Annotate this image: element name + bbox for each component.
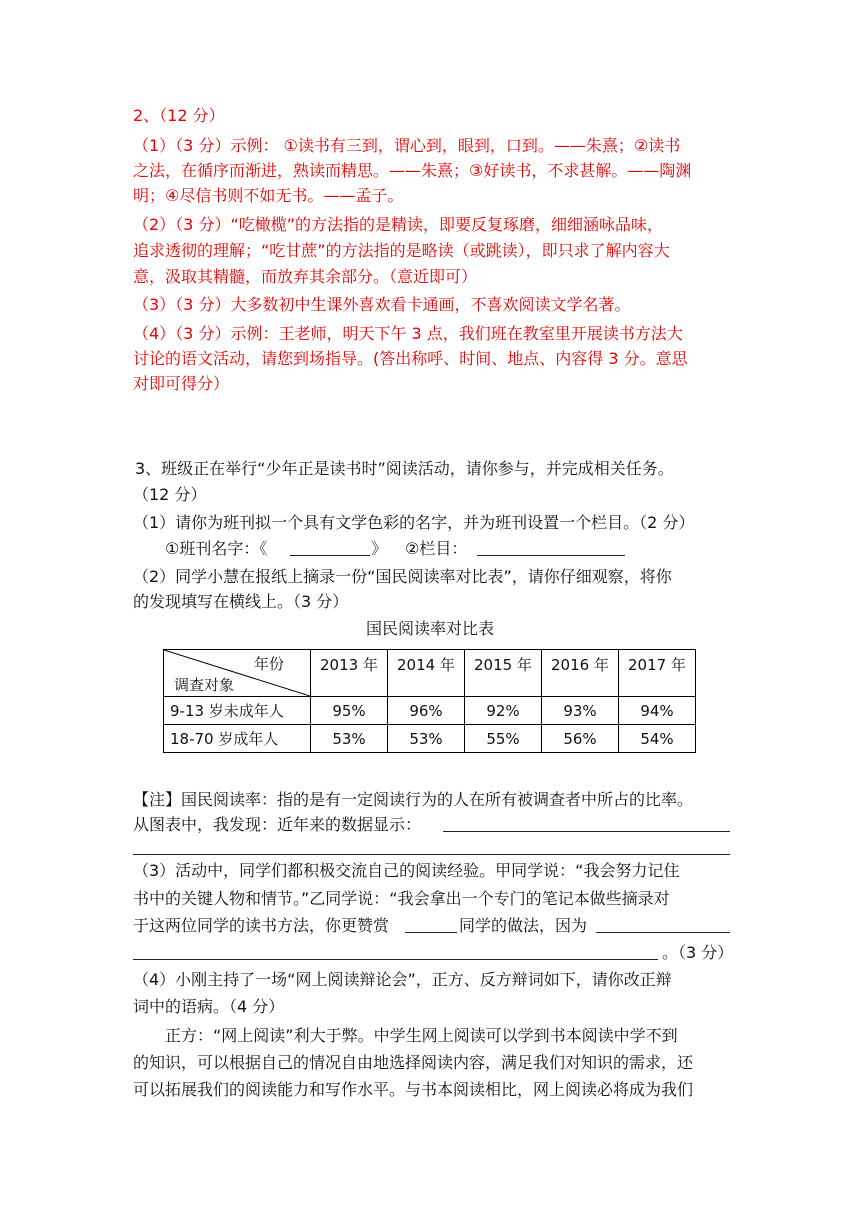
table-cell: 95% (311, 697, 388, 725)
reading-rate-table (163, 649, 696, 753)
question-3-3-line-1: （3）活动中，同学们都积极交流自己的阅读经验。甲同学说：“我会努力记住 (133, 861, 680, 880)
table-cell: 55% (465, 725, 542, 753)
column-label: ②栏目： (405, 539, 468, 558)
preferred-student-blank[interactable] (405, 932, 457, 933)
affirmative-line-1: 正方：“网上阅读”利大于弊。中学生网上阅读可以学到书本阅读中学不到 (165, 1026, 678, 1045)
table-header-corner (164, 650, 311, 697)
answer-2-3: （3）（3 分）大多数初中生课外喜欢看卡通画，不喜欢阅读文学名著。 (133, 295, 631, 314)
answer-2-1-line-2: 之法，在循序而渐进，熟读而精思。——朱熹；③好读书，不求甚解。——陶渊 (133, 161, 692, 180)
question-3-3-line-3: 于这两位同学的读书方法，你更赞赏 (133, 916, 390, 935)
answer-2-4-line-3: 对即可得分） (133, 374, 230, 393)
row-label: 18-70 岁成年人 (164, 725, 311, 753)
class-paper-name-close: 》 (371, 539, 388, 558)
table-cell: 93% (542, 697, 619, 725)
answer-2-2-line-2: 追求透彻的理解；“吃甘蔗”的方法指的是略读（或跳读），即只求了解内容大 (133, 241, 670, 260)
table-cell: 54% (619, 725, 696, 753)
year-header: 2017 年 (619, 650, 696, 697)
reason-blank-1[interactable] (596, 932, 730, 933)
header-subject-label: 调查对象 (174, 676, 235, 694)
table-cell: 94% (619, 697, 696, 725)
year-header: 2016 年 (542, 650, 619, 697)
answer-2-1-line-1: （1）（3 分）示例： ①读书有三到，谓心到，眼到，口到。——朱熹；②读书 (133, 136, 681, 155)
table-title: 国民阅读率对比表 (365, 619, 494, 638)
question-3-score: （12 分） (133, 485, 207, 504)
finding-blank-1[interactable] (443, 831, 730, 832)
table-cell: 53% (388, 725, 465, 753)
table-cell: 53% (311, 725, 388, 753)
affirmative-line-3: 可以拓展我们的阅读能力和写作水平。与书本阅读相比，网上阅读必将成为我们 (133, 1080, 694, 1099)
year-header: 2015 年 (465, 650, 542, 697)
column-blank[interactable] (477, 555, 625, 556)
table-cell: 56% (542, 725, 619, 753)
question-3-3-mid: 同学的做法，因为 (459, 916, 588, 935)
answer-2-2-line-3: 意，汲取其精髓，而放弃其余部分。（意近即可） (133, 267, 478, 286)
question-3-2-line-2: 的发现填写在横线上。（3 分） (133, 592, 349, 611)
table-row (164, 697, 696, 725)
answer-2-2-line-1: （2）（3 分）“吃橄榄”的方法指的是精读，即要反复琢磨，细细涵咏品味， (133, 215, 664, 234)
class-paper-name-label: ①班刊名字：《 (165, 539, 268, 558)
answer-2-heading: 2、（12 分） (133, 106, 225, 125)
answer-2-1-line-3: 明；④尽信书则不如无书。——孟子。 (133, 186, 404, 205)
header-year-label: 年份 (253, 655, 284, 673)
finding-label: 从图表中，我发现：近年来的数据显示： (133, 815, 422, 834)
finding-blank-2[interactable] (133, 854, 730, 855)
answer-2-4-line-1: （4）（3 分）示例：王老师，明天下午 3 点，我们班在教室里开展读书方法大 (133, 324, 683, 343)
reason-blank-2[interactable] (133, 959, 658, 960)
question-3-3-line-2: 书中的关键人物和情节。”乙同学说：“我会拿出一个专门的笔记本做些摘录对 (133, 889, 670, 908)
row-label: 9-13 岁未成年人 (164, 697, 311, 725)
question-3-4-line-2: 词中的语病。（4 分） (133, 997, 285, 1016)
table-cell: 92% (465, 697, 542, 725)
question-3-2-line-1: （2）同学小慧在报纸上摘录一份“国民阅读率对比表”，请你仔细观察，将你 (133, 567, 672, 586)
question-3-3-score: 。（3 分） (662, 943, 734, 962)
affirmative-line-2: 的知识，可以根据自己的情况自由地选择阅读内容，满足我们对知识的需求，还 (133, 1053, 694, 1072)
table-cell: 96% (388, 697, 465, 725)
question-3-4-line-1: （4）小刚主持了一场“网上阅读辩论会”，正方、反方辩词如下，请你改正辩 (133, 970, 672, 989)
year-header: 2013 年 (311, 650, 388, 697)
answer-2-4-line-2: 讨论的语文活动，请您到场指导。(答出称呼、时间、地点、内容得 3 分。意思 (133, 349, 688, 368)
year-header: 2014 年 (388, 650, 465, 697)
table-row (164, 725, 696, 753)
question-3-intro: 3、班级正在举行“少年正是读书时”阅读活动，请你参与，并完成相关任务。 (135, 459, 674, 478)
class-paper-name-blank[interactable] (290, 555, 370, 556)
table-note: 【注】国民阅读率：指的是有一定阅读行为的人在所有被调查者中所占的比率。 (133, 790, 694, 809)
question-3-1: （1）请你为班刊拟一个具有文学色彩的名字，并为班刊设置一个栏目。（2 分） (133, 513, 695, 532)
